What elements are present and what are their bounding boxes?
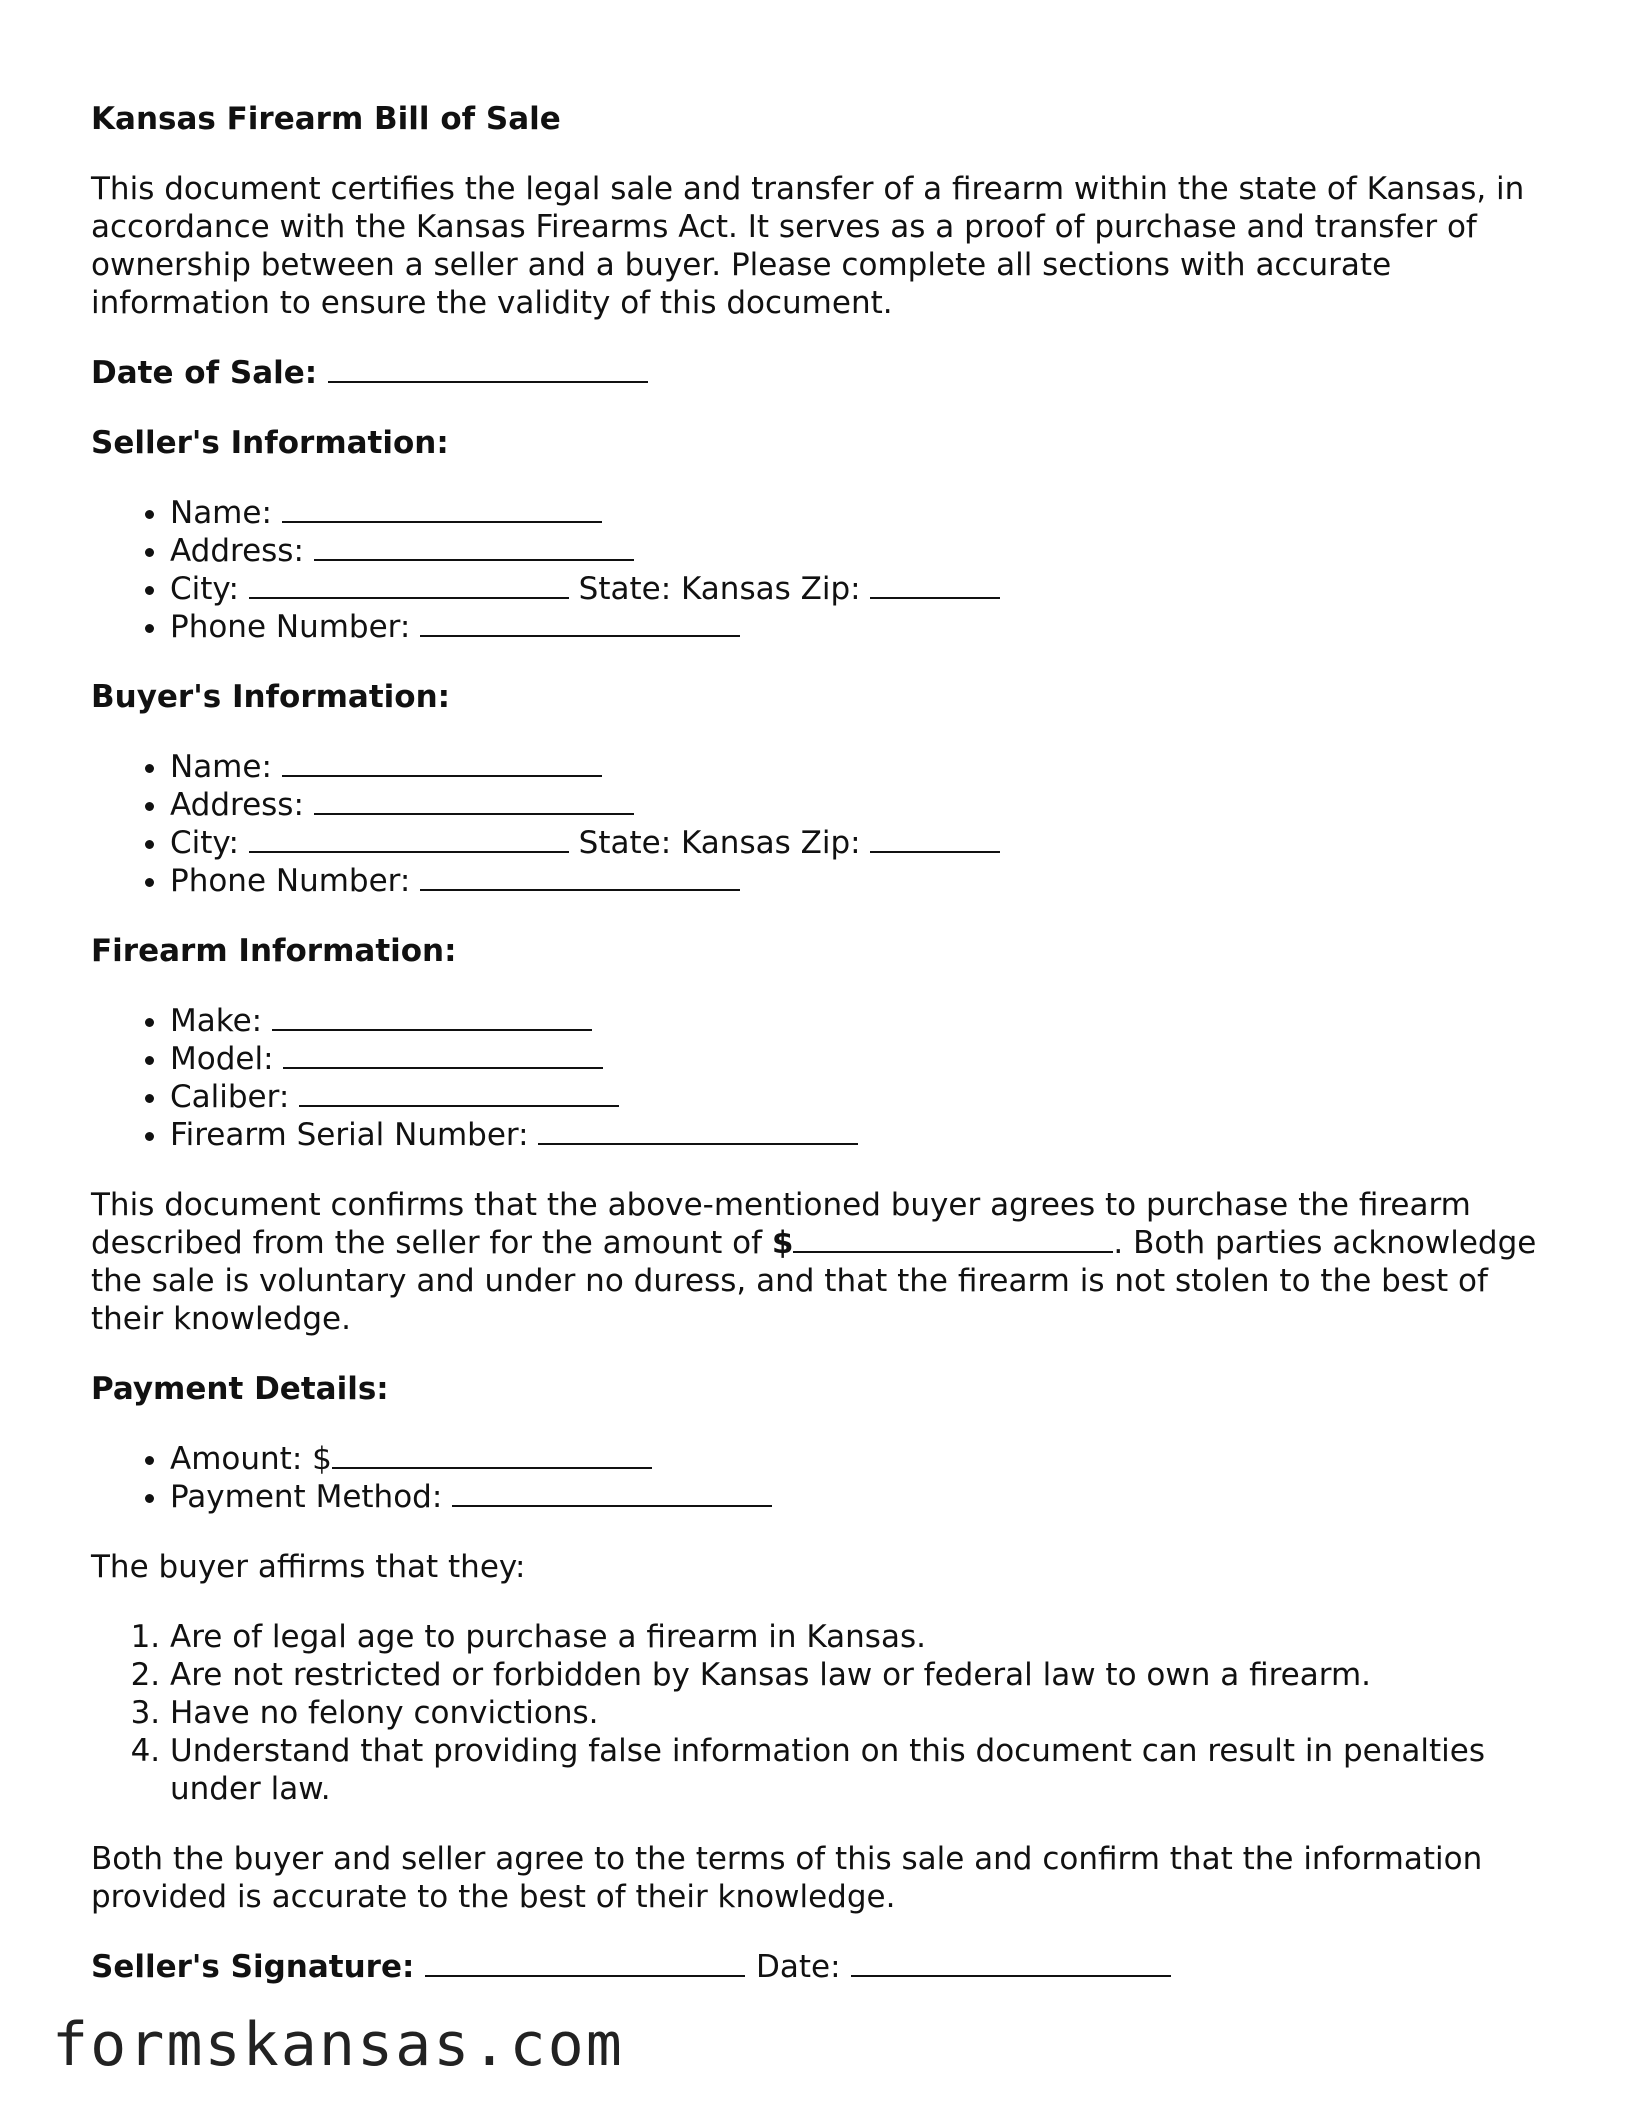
buyer-name-field[interactable]	[282, 749, 602, 777]
seller-address-label: Address:	[170, 533, 304, 569]
list-item	[170, 494, 1561, 532]
list-item	[170, 532, 1561, 570]
list-item: 1. Are of legal age to purchase a firearm in Kansas.	[170, 1618, 1561, 1656]
seller-zip-field[interactable]	[870, 571, 1000, 599]
list-item	[170, 1078, 1561, 1116]
seller-heading: Seller's Information:	[91, 425, 449, 461]
document-page	[91, 100, 1561, 1986]
firearm-serial-field[interactable]	[538, 1117, 858, 1145]
buyer-state-zip-label: State: Kansas Zip:	[578, 825, 861, 861]
list-item	[170, 1478, 1561, 1516]
agreement-text-1: This document confirms that the above-mentioned buyer agrees to purchase the firearm described from the seller for the amount of	[91, 1187, 1471, 1261]
date-of-sale-label: Date of Sale:	[91, 355, 318, 391]
signature-date-label: Date:	[755, 1949, 841, 1985]
seller-signature-field[interactable]	[425, 1949, 745, 1977]
document-title: Kansas Firearm Bill of Sale	[91, 101, 561, 137]
buyer-city-field[interactable]	[249, 825, 569, 853]
firearm-make-label: Make:	[170, 1003, 263, 1039]
list-item: 4. Understand that providing false information on this document can result in penalties under law.	[170, 1732, 1561, 1808]
seller-phone-field[interactable]	[420, 609, 740, 637]
list-item	[170, 1116, 1561, 1154]
buyer-name-label: Name:	[170, 749, 272, 785]
payment-info-list	[91, 1440, 1561, 1516]
signature-date-field[interactable]	[851, 1949, 1171, 1977]
list-item	[170, 1440, 1561, 1478]
list-item: 3. Have no felony convictions.	[170, 1694, 1561, 1732]
payment-method-label: Payment Method:	[170, 1479, 443, 1515]
list-item	[170, 824, 1561, 862]
affirmations-list	[91, 1618, 1561, 1808]
buyer-heading: Buyer's Information:	[91, 679, 451, 715]
intro-paragraph: This document certifies the legal sale and transfer of a firearm within the state of Kansas, in accordance with the Kansas Firearms Act. It serves as a proof of purchase and transfer of ownership between a seller and a buyer. Please complete all sections with accurate information to ensure the validity of this document.	[91, 171, 1525, 321]
payment-amount-label: Amount: $	[170, 1441, 332, 1477]
list-item	[170, 608, 1561, 646]
firearm-heading: Firearm Information:	[91, 933, 457, 969]
seller-state-zip-label: State: Kansas Zip:	[578, 571, 861, 607]
firearm-caliber-field[interactable]	[299, 1079, 619, 1107]
payment-amount-field[interactable]	[332, 1441, 652, 1469]
firearm-model-label: Model:	[170, 1041, 274, 1077]
list-item	[170, 1040, 1561, 1078]
buyer-info-list	[91, 748, 1561, 900]
payment-heading: Payment Details:	[91, 1371, 389, 1407]
list-item	[170, 1002, 1561, 1040]
sale-amount-field[interactable]	[793, 1225, 1113, 1253]
firearm-make-field[interactable]	[272, 1003, 592, 1031]
firearm-serial-label: Firearm Serial Number:	[170, 1117, 529, 1153]
agreement-text-2: . Both parties acknowledge the sale is voluntary and under no duress, and that the firearm is not stolen to the best of their knowledge.	[91, 1225, 1537, 1337]
firearm-info-list	[91, 1002, 1561, 1154]
seller-city-label: City:	[170, 571, 239, 607]
firearm-model-field[interactable]	[283, 1041, 603, 1069]
seller-name-field[interactable]	[282, 495, 602, 523]
list-item	[170, 862, 1561, 900]
seller-info-list	[91, 494, 1561, 646]
buyer-address-field[interactable]	[314, 787, 634, 815]
list-item	[170, 786, 1561, 824]
agreement-paragraph	[91, 1186, 1561, 1338]
list-item	[170, 748, 1561, 786]
buyer-zip-field[interactable]	[870, 825, 1000, 853]
date-of-sale-line	[91, 354, 1561, 392]
firearm-caliber-label: Caliber:	[170, 1079, 290, 1115]
seller-name-label: Name:	[170, 495, 272, 531]
site-watermark: formskansas.com	[52, 2010, 624, 2080]
seller-phone-label: Phone Number:	[170, 609, 411, 645]
list-item	[170, 570, 1561, 608]
date-of-sale-field[interactable]	[328, 355, 648, 383]
seller-city-field[interactable]	[249, 571, 569, 599]
buyer-city-label: City:	[170, 825, 239, 861]
payment-method-field[interactable]	[452, 1479, 772, 1507]
affirm-intro: The buyer affirms that they:	[91, 1549, 526, 1585]
list-item: 2. Are not restricted or forbidden by Kansas law or federal law to own a firearm.	[170, 1656, 1561, 1694]
seller-signature-line	[91, 1948, 1561, 1986]
seller-signature-label: Seller's Signature:	[91, 1949, 415, 1985]
currency-symbol: $	[771, 1225, 794, 1261]
seller-address-field[interactable]	[314, 533, 634, 561]
buyer-address-label: Address:	[170, 787, 304, 823]
buyer-phone-label: Phone Number:	[170, 863, 411, 899]
closing-paragraph: Both the buyer and seller agree to the terms of this sale and confirm that the information provided is accurate to the best of their knowledge.	[91, 1841, 1483, 1915]
buyer-phone-field[interactable]	[420, 863, 740, 891]
